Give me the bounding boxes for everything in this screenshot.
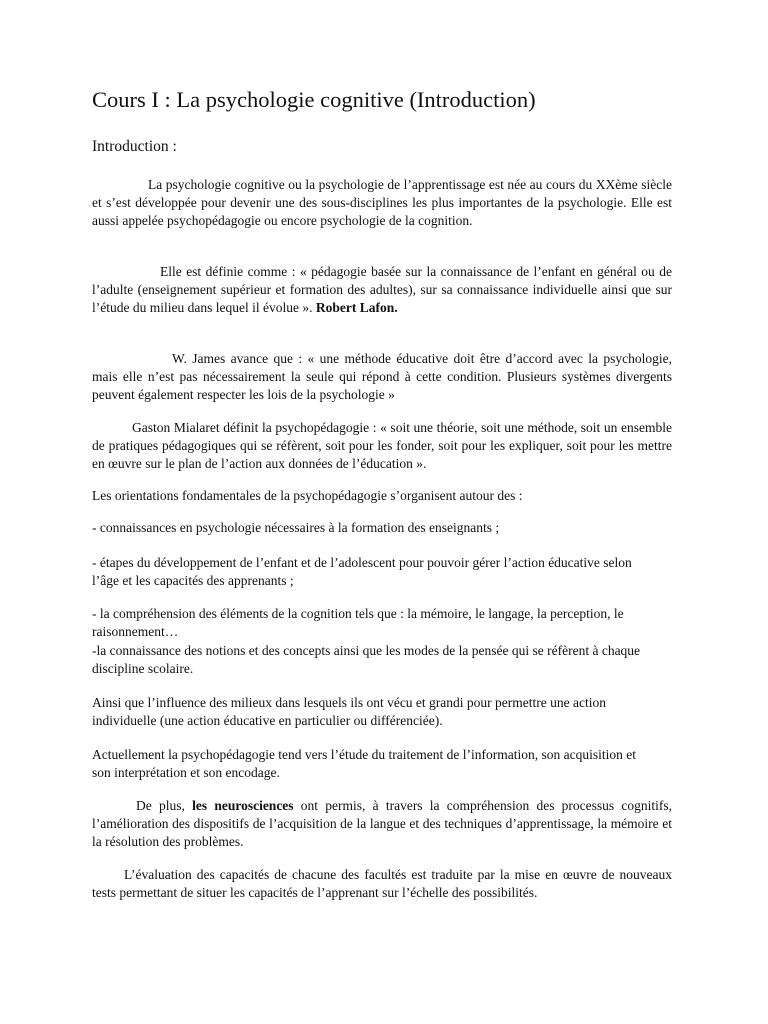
page-title: Cours I : La psychologie cognitive (Introduction) bbox=[92, 87, 536, 112]
paragraph-5: Les orientations fondamentales de la psychopédagogie s’organisent autour des : bbox=[92, 488, 523, 503]
paragraph-2 bbox=[92, 263, 672, 317]
definition-quote: Elle est définie comme : « pédagogie basée sur la connaissance de l’enfant en général ou de l’adulte (enseignement supérieur et formation des adultes), sur sa connaissance individuelle ainsi que sur l’étude du milieu dans lequel il évolue ». bbox=[92, 264, 672, 315]
paragraph-9: L’évaluation des capacités de chacune des facultés est traduite par la mise en œuvre de nouveaux tests permettant de situer les capacités de l’apprenant sur l’échelle des possibilités. bbox=[92, 867, 672, 900]
author-name: Robert Lafon. bbox=[315, 300, 398, 315]
paragraph-1: La psychologie cognitive ou la psychologie de l’apprentissage est née au cours du XXème siècle et s’est développée pour devenir une des sous-disciplines les plus importantes de la psychologie. Elle est aussi appelée psychopédagogie ou encore psychologie de la cognition. bbox=[92, 177, 672, 228]
paragraph-4: Gaston Mialaret définit la psychopédagogie : « soit une théorie, soit une méthode, soit un ensemble de pratiques pédagogiques qui se réfèrent, soit pour les fonder, soit pour les expliquer, soit pour les mettre en œuvre sur le plan de l’action aux données de l’éducation ». bbox=[92, 420, 672, 471]
list-item-2: - étapes du développement de l’enfant et de l’adolescent pour pouvoir gérer l’action éducative selon l’âge et les capacités des apprenants ; bbox=[92, 555, 632, 588]
paragraph-3: W. James avance que : « une méthode éducative doit être d’accord avec la psychologie, mais elle n’est pas nécessairement la seule qui répond à cette condition. Plusieurs systèmes divergents peuvent également respecter les lois de la psychologie » bbox=[92, 351, 672, 402]
paragraph-8 bbox=[92, 797, 672, 851]
paragraph-7: Actuellement la psychopédagogie tend vers l’étude du traitement de l’information, son acquisition et son interprétation et son encodage. bbox=[92, 747, 636, 780]
p8-after: ont permis, à travers la compréhension des processus cognitifs, l’amélioration des dispositifs de l’acquisition de la langue et des techniques d’apprentissage, la mémoire et la résolution des problèmes. bbox=[92, 798, 673, 849]
section-heading: Introduction : bbox=[92, 138, 177, 155]
list-item-3: - la compréhension des éléments de la cognition tels que : la mémoire, le langage, la perception, le raisonnement… bbox=[92, 606, 624, 639]
p8-before: De plus, bbox=[136, 798, 185, 813]
neurosciences-term: les neurosciences bbox=[192, 798, 294, 813]
list-item-1: - connaissances en psychologie nécessaires à la formation des enseignants ; bbox=[92, 520, 500, 535]
list-item-4: -la connaissance des notions et des concepts ainsi que les modes de la pensée qui se réfèrent à chaque discipline scolaire. bbox=[92, 643, 641, 676]
paragraph-6: Ainsi que l’influence des milieux dans lesquels ils ont vécu et grandi pour permettre une action individuelle (une action éducative en particulier ou différenciée). bbox=[92, 695, 606, 728]
